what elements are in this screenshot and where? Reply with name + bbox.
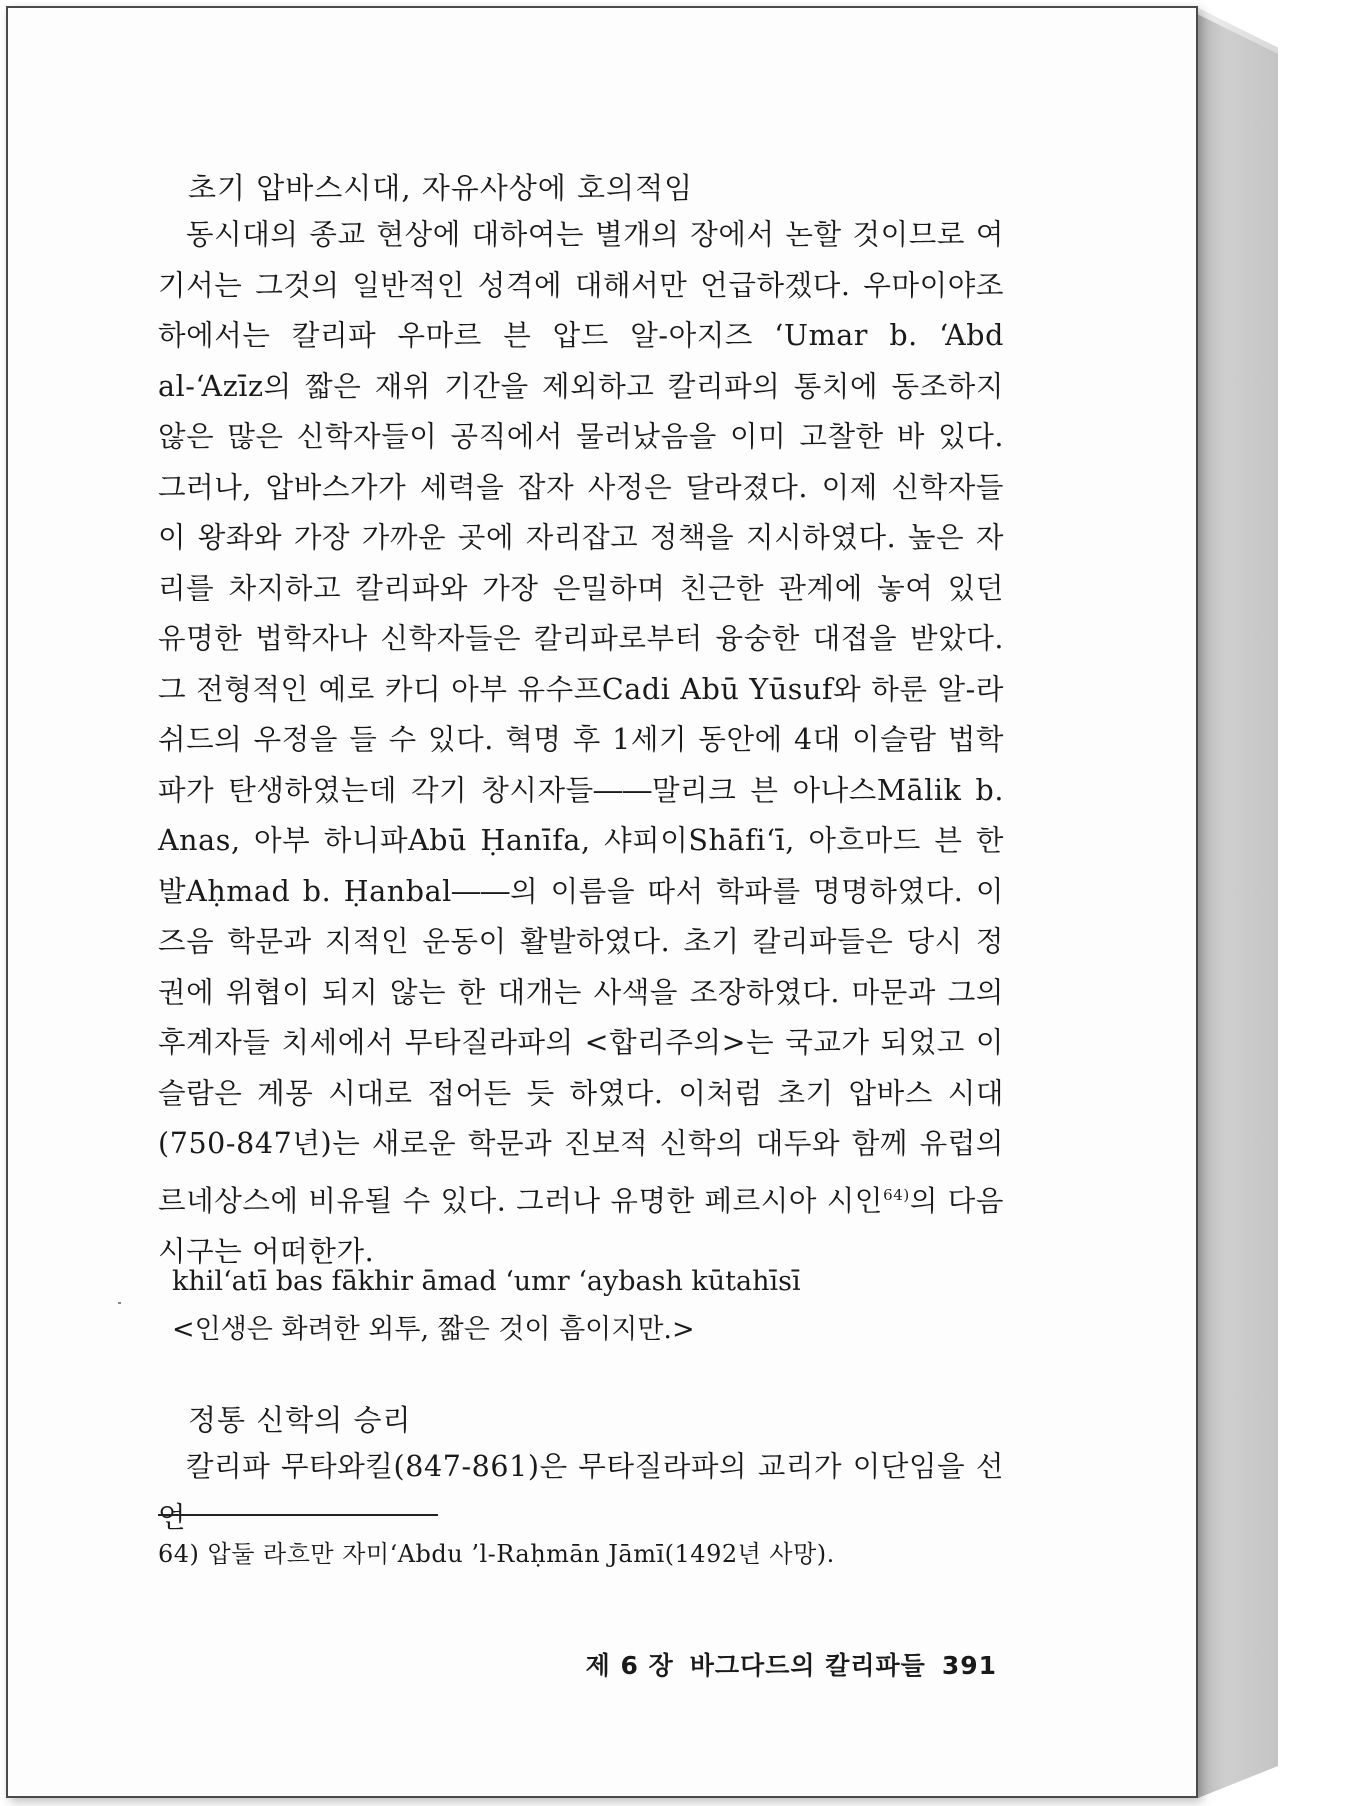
section-2-paragraph-text: 칼리파 무타와킬(847-861)은 무타질라파의 교리가 이단임을 선언 — [158, 1450, 1004, 1534]
footer-chapter: 제 6 장 — [585, 1651, 674, 1680]
section-1 — [158, 166, 1004, 1277]
poem-quote — [172, 1258, 1002, 1354]
section-1-title: 초기 압바스시대, 자유사상에 호의적임 — [188, 171, 694, 205]
running-footer — [586, 1648, 997, 1684]
poem-transliteration: khil‘atī bas fākhir āmad ‘umr ‘aybash kūtahīsī — [172, 1266, 801, 1297]
book-spine-side — [1198, 8, 1278, 1798]
footer-title: 바그다드의 칼리파들 — [689, 1651, 926, 1680]
section-1-paragraph — [158, 210, 1004, 1277]
footnote-divider — [158, 1514, 438, 1516]
scan-speck — [118, 1302, 121, 1304]
page-number: 391 — [941, 1651, 997, 1680]
section-2 — [158, 1398, 1004, 1543]
footnote: 64) 압둘 라흐만 자미‘Abdu ’l-Raḥmān Jāmī(1492년 사망). — [158, 1540, 835, 1568]
section-1-paragraph-text: 동시대의 종교 현상에 대하여는 별개의 장에서 논할 것이므로 여기서는 그것의 일반적인 성격에 대해서만 언급하겠다. 우마이야조하에서는 칼리파 우마르 븐 압드 알-아지즈 ‘Umar b. ‘Abd al-‘Azīz의 짧은 재위 기간을 제외하고 칼리파의 통치에 동조하지 않은 많은 신학자들이 공직에서 물러났음을 이미 고찰한 바 있다. 그러나, 압바스가가 세력을 잡자 사정은 달라졌다. 이제 신학자들이 왕좌와 가장 가까운 곳에 자리잡고 정책을 지시하였다. 높은 자리를 차지하고 칼리파와 가장 은밀하며 친근한 관계에 놓여 있던 유명한 법학자나 신학자들은 칼리파로부터 융숭한 대접을 받았다. 그 전형적인 예로 카디 아부 유수프Cadi Abū Yūsuf와 하룬 알-라쉬드의 우정을 들 수 있다. 혁명 후 1세기 동안에 4대 이슬람 법학파가 탄생하였는데 각기 창시자들――말리크 븐 아나스Mālik b. Anas, 아부 하니파Abū Ḥanīfa, 샤피이Shāfi‘ī, 아흐마드 븐 한발Aḥmad b. Ḥanbal――의 이름을 따서 학파를 명명하였다. 이즈음 학문과 지적인 운동이 활발하였다. 초기 칼리파들은 당시 정권에 위협이 되지 않는 한 대개는 사색을 조장하였다. 마문과 그의 후계자들 치세에서 무타질라파의 <합리주의>는 국교가 되었고 이슬람은 계몽 시대로 접어든 듯 하였다. 이처럼 초기 압바스 시대(750-847년)는 새로운 학문과 진보적 신학의 대두와 함께 유럽의 르네상스에 비유될 수 있다. 그러나 유명한 페르시아 시인 — [158, 218, 1004, 1217]
footnote-reference: 64) — [883, 1185, 910, 1204]
poem-translation: <인생은 화려한 외투, 짧은 것이 흠이지만.> — [172, 1314, 695, 1345]
section-2-title: 정통 신학의 승리 — [188, 1403, 412, 1437]
section-1-paragraph-end: 의 다음 시구는 어떠한가. — [158, 1184, 1004, 1268]
section-2-paragraph — [158, 1442, 1004, 1543]
